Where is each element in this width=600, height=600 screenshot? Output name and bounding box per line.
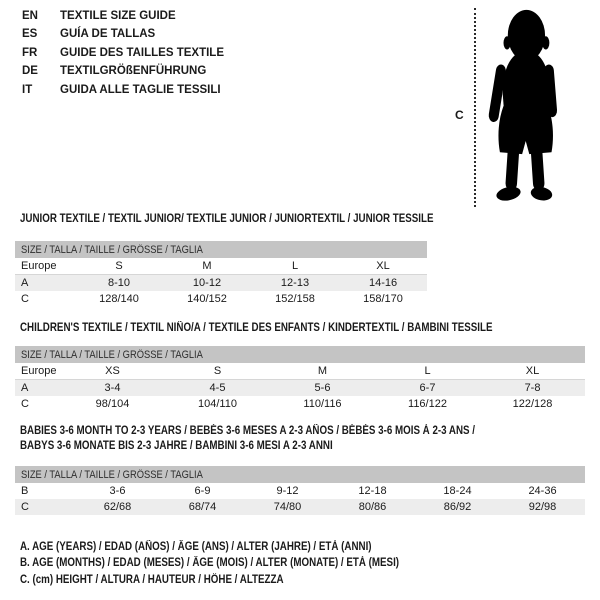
table-cell: 92/98 xyxy=(500,499,585,515)
baby-silhouette-icon xyxy=(482,8,568,206)
table-cell: S xyxy=(75,258,163,275)
section-title-text: JUNIOR TEXTILE / TEXTIL JUNIOR/ TEXTILE JUNIOR / JUNIORTEXTIL / JUNIOR TESSILE xyxy=(20,213,434,225)
table-cell: 98/104 xyxy=(95,398,130,410)
size-header-row xyxy=(15,346,585,363)
row-label: B xyxy=(21,485,29,497)
table-cell: XL xyxy=(339,258,427,275)
language-code: IT xyxy=(22,83,33,96)
table-cell: 152/158 xyxy=(275,293,315,305)
guide-title: TEXTILE SIZE GUIDE xyxy=(60,10,176,22)
language-row xyxy=(22,62,224,80)
table-cell: 86/92 xyxy=(415,499,500,515)
table-cell: XS xyxy=(60,363,165,380)
language-code: ES xyxy=(22,28,38,41)
table-cell: L xyxy=(375,363,480,380)
legend-line-c xyxy=(20,572,466,588)
size-header-row xyxy=(15,241,427,258)
table-row xyxy=(15,363,585,380)
section-title-children xyxy=(20,321,576,336)
row-label: C xyxy=(21,398,29,410)
table-cell: 68/74 xyxy=(160,499,245,515)
row-label: A xyxy=(15,380,60,397)
size-header xyxy=(15,466,585,483)
legend-line-b xyxy=(20,555,466,571)
table-cell: 62/68 xyxy=(75,499,160,515)
language-title-list xyxy=(22,7,224,99)
row-label: A xyxy=(15,275,75,292)
table-cell: M xyxy=(270,363,375,380)
table-cell: XL xyxy=(480,363,585,380)
table-cell: 24-36 xyxy=(528,485,557,497)
language-row xyxy=(22,7,224,25)
table-cell: 80/86 xyxy=(330,499,415,515)
table-cell: 5-6 xyxy=(270,380,375,397)
table-cell: 10-12 xyxy=(163,275,251,292)
measurement-legend xyxy=(20,539,466,588)
legend-line-a xyxy=(20,539,466,555)
table-cell: L xyxy=(251,258,339,275)
table-cell: 3-6 xyxy=(109,485,126,497)
size-header-text: SIZE / TALLA / TAILLE / GRÖSSE / TAGLIA xyxy=(21,348,203,361)
table-cell: 12-13 xyxy=(251,275,339,292)
legend-text: A. AGE (YEARS) / EDAD (AÑOS) / ÂGE (ANS) / ALTER (JAHRE) / ETÀ (ANNI) xyxy=(20,541,372,553)
table-cell: 128/140 xyxy=(99,293,139,305)
table-cell: 6-7 xyxy=(375,380,480,397)
table-row xyxy=(15,483,585,499)
guide-title: GUIDE DES TAILLES TEXTILE xyxy=(60,46,224,59)
size-header xyxy=(15,346,585,363)
size-header-text: SIZE / TALLA / TAILLE / GRÖSSE / TAGLIA xyxy=(21,243,203,256)
table-cell: 9-12 xyxy=(276,485,299,497)
size-header-row xyxy=(15,466,585,483)
language-code: EN xyxy=(22,10,38,22)
table-cell: 7-8 xyxy=(480,380,585,397)
table-cell: 140/152 xyxy=(187,293,227,305)
table-cell: 12-18 xyxy=(358,485,387,497)
table-row xyxy=(15,275,427,292)
guide-title: GUIDA ALLE TAGLIE TESSILI xyxy=(60,83,221,96)
table-row xyxy=(15,380,585,397)
guide-title: GUÍA DE TALLAS xyxy=(60,28,156,41)
table-cell: 6-9 xyxy=(194,485,211,497)
children-size-table xyxy=(15,346,585,412)
height-measure-line xyxy=(474,8,476,207)
table-row xyxy=(15,258,427,275)
table-cell: 8-10 xyxy=(75,275,163,292)
size-header xyxy=(15,241,427,258)
size-header-text: SIZE / TALLA / TAILLE / GRÖSSE / TAGLIA xyxy=(21,468,203,481)
babies-size-table xyxy=(15,466,585,515)
table-cell: S xyxy=(165,363,270,380)
table-cell: 14-16 xyxy=(339,275,427,292)
table-row xyxy=(15,291,427,307)
section-title-text: BABYS 3-6 MONATE BIS 2-3 JAHRE / BAMBINI 3-6 MESI A 2-3 ANNI xyxy=(20,439,333,452)
table-cell: M xyxy=(163,258,251,275)
language-code: DE xyxy=(22,65,38,78)
table-cell: 74/80 xyxy=(245,499,330,515)
legend-text: B. AGE (MONTHS) / EDAD (MESES) / ÂGE (MOIS) / ALTER (MONATE) / ETÀ (MESI) xyxy=(20,557,400,570)
legend-text: C. (cm) HEIGHT / ALTURA / HAUTEUR / HÖHE / ALTEZZA xyxy=(20,573,284,586)
table-cell: 3-4 xyxy=(60,380,165,397)
table-cell: 4-5 xyxy=(165,380,270,397)
table-cell: 122/128 xyxy=(512,398,553,410)
row-label: Europe xyxy=(15,258,75,275)
section-title-junior xyxy=(20,212,506,227)
row-label: C xyxy=(15,499,75,515)
language-row xyxy=(22,81,224,99)
section-title-babies xyxy=(20,424,555,453)
table-cell: 158/170 xyxy=(363,293,403,305)
table-row xyxy=(15,396,585,412)
language-row xyxy=(22,25,224,43)
language-row xyxy=(22,44,224,62)
junior-size-table xyxy=(15,241,427,307)
guide-title: TEXTILGRÖßENFÜHRUNG xyxy=(60,65,207,78)
section-title-text: BABIES 3-6 MONTH TO 2-3 YEARS / BEBÉS 3-6 MESES A 2-3 AÑOS / BÉBÉS 3-6 MOIS À 2-3 ANS / xyxy=(20,425,476,437)
language-code: FR xyxy=(22,46,38,59)
table-cell: 104/110 xyxy=(198,398,237,410)
row-label: Europe xyxy=(15,363,60,380)
row-label: C xyxy=(21,293,29,305)
table-cell: 116/122 xyxy=(408,398,447,410)
table-row xyxy=(15,499,585,515)
section-title-text: CHILDREN'S TEXTILE / TEXTIL NIÑO/A / TEXTILE DES ENFANTS / KINDERTEXTIL / BAMBINI TESSILE xyxy=(20,322,493,334)
height-measure-label: C xyxy=(455,108,464,122)
table-cell: 110/116 xyxy=(303,398,342,410)
table-cell: 18-24 xyxy=(443,485,472,497)
